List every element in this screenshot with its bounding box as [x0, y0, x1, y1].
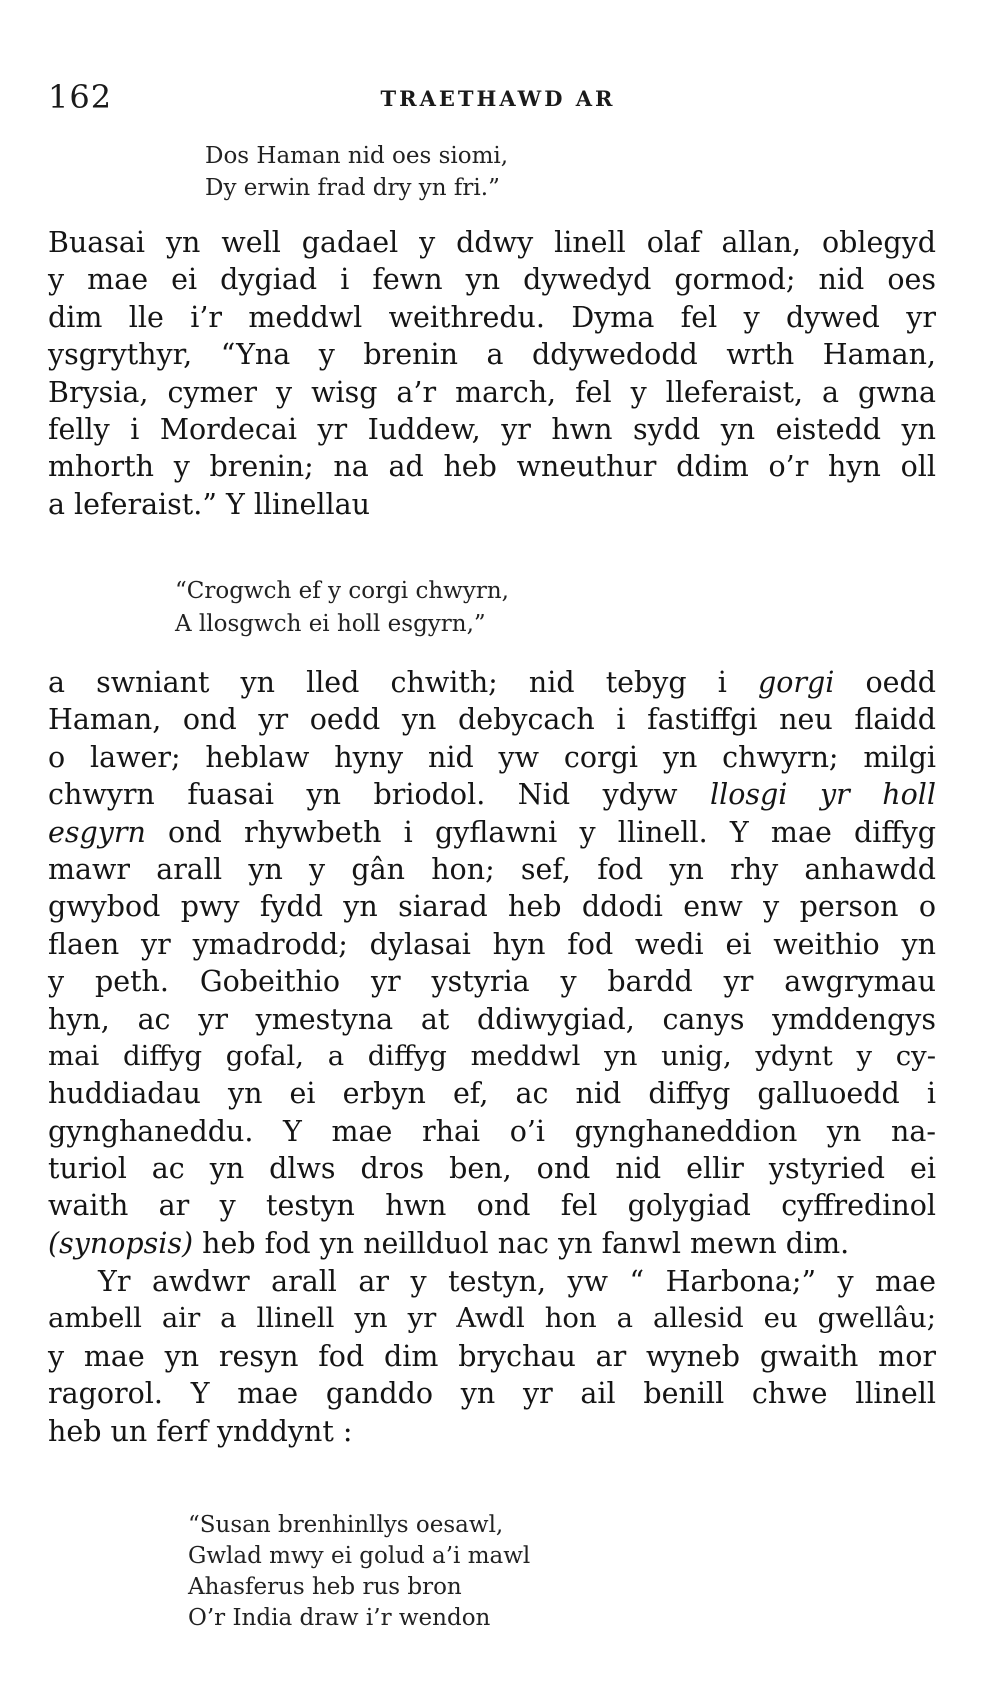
text-line: felly i Mordecai yr Iuddew, yr hwn sydd yn eistedd yn: [48, 412, 936, 446]
verse-line: Ahasferus heb rus bron: [188, 1574, 462, 1600]
text-line: Brysia, cymer y wisg a’r march, fel y lleferaist, a gwna: [48, 375, 936, 409]
text-line: [48, 776, 936, 813]
paragraph-1: [48, 224, 936, 523]
verse-quote-2: [175, 576, 509, 640]
verse-line: O’r India draw i’r wendon: [188, 1605, 491, 1631]
text-line: heb un ferf ynddynt :: [48, 1414, 353, 1448]
text-line: waith ar y testyn hwn ond fel golygiad cyffredinol: [48, 1189, 936, 1223]
italic-text: (synopsis): [48, 1226, 194, 1260]
text-span: chwyrn fuasai yn briodol. Nid ydyw: [48, 778, 711, 812]
text-line: ambell air a llinell yn yr Awdl hon a allesid eu gwellâu;: [48, 1302, 936, 1335]
text-line: gynghaneddu. Y mae rhai o’i gynghaneddion yn na-: [48, 1114, 936, 1148]
verse-line: “Crogwch ef y corgi chwyrn,: [175, 578, 509, 604]
italic-text: gorgi: [757, 666, 835, 699]
page-header: [48, 78, 948, 118]
paragraph-2: [48, 664, 936, 1262]
text-line: Yr awdwr arall ar y testyn, yw “ Harbona;” y mae: [98, 1265, 936, 1298]
text-span: a swniant yn lled chwith; nid tebyg i: [48, 666, 758, 699]
text-line: y mae ei dygiad i fewn yn dywedyd gormod; nid oes: [48, 263, 936, 297]
verse-line: “Susan brenhinllys oesawl,: [188, 1512, 504, 1538]
text-line: huddiadau yn ei erbyn ef, ac nid diffyg galluoedd i: [48, 1077, 936, 1111]
text-line: [48, 1225, 936, 1262]
text-line: mawr arall yn y gân hon; sef, fod yn rhy anhawdd: [48, 852, 936, 886]
text-line: a leferaist.” Y llinellau: [48, 487, 370, 521]
text-line: flaen yr ymadrodd; dylasai hyn fod wedi ei weithio yn: [48, 927, 936, 961]
page-number: 162: [48, 78, 113, 116]
text-line: ragorol. Y mae ganddo yn yr ail benill chwe llinell: [48, 1377, 936, 1411]
text-span: oedd: [834, 666, 937, 699]
text-line: mhorth y brenin; na ad heb wneuthur ddim o’r hyn oll: [48, 450, 936, 484]
text-line: mai diffyg gofal, a diffyg meddwl yn unig, ydynt y cy-: [48, 1039, 936, 1072]
verse-line: Gwlad mwy ei golud a’i mawl: [188, 1543, 531, 1569]
text-line: Buasai yn well gadael y ddwy linell olaf allan, oblegyd: [48, 226, 936, 259]
text-line: gwybod pwy fydd yn siarad heb ddodi enw y person o: [48, 890, 936, 924]
text-line: Haman, ond yr oedd yn debycach i fastiffgi neu flaidd: [48, 703, 936, 737]
text-line: dim lle i’r meddwl weithredu. Dyma fel y dywed yr: [48, 300, 936, 334]
text-line: [48, 664, 936, 701]
text-line: y peth. Gobeithio yr ystyria y bardd yr awgrymau: [48, 965, 936, 999]
text-line: [48, 814, 936, 851]
italic-text: esgyrn: [48, 815, 146, 849]
text-line: y mae yn resyn fod dim brychau ar wyneb gwaith mor: [48, 1339, 936, 1373]
paragraph-3: [48, 1263, 936, 1450]
italic-text: llosgi yr holl: [710, 778, 936, 812]
text-line: o lawer; heblaw hyny nid yw corgi yn chwyrn; milgi: [48, 740, 936, 774]
running-head: TRAETHAWD AR: [380, 86, 616, 111]
text-line: ysgrythyr, “Yna y brenin a ddywedodd wrth Haman,: [48, 338, 936, 372]
verse-quote-3: [188, 1510, 530, 1634]
verse-quote-1: [205, 141, 508, 204]
verse-line: A llosgwch ei holl esgyrn,”: [175, 611, 486, 637]
text-line: turiol ac yn dlws dros ben, ond nid ellir ystyried ei: [48, 1152, 936, 1186]
verse-line: Dos Haman nid oes siomi,: [205, 143, 509, 169]
text-line: hyn, ac yr ymestyna at ddiwygiad, canys ymddengys: [48, 1002, 936, 1036]
verse-line: Dy erwin frad dry yn fri.”: [205, 175, 500, 201]
text-span: ond rhywbeth i gyflawni y llinell. Y mae diffyg: [145, 815, 936, 849]
text-span: heb fod yn neillduol nac yn fanwl mewn dim.: [193, 1226, 850, 1260]
